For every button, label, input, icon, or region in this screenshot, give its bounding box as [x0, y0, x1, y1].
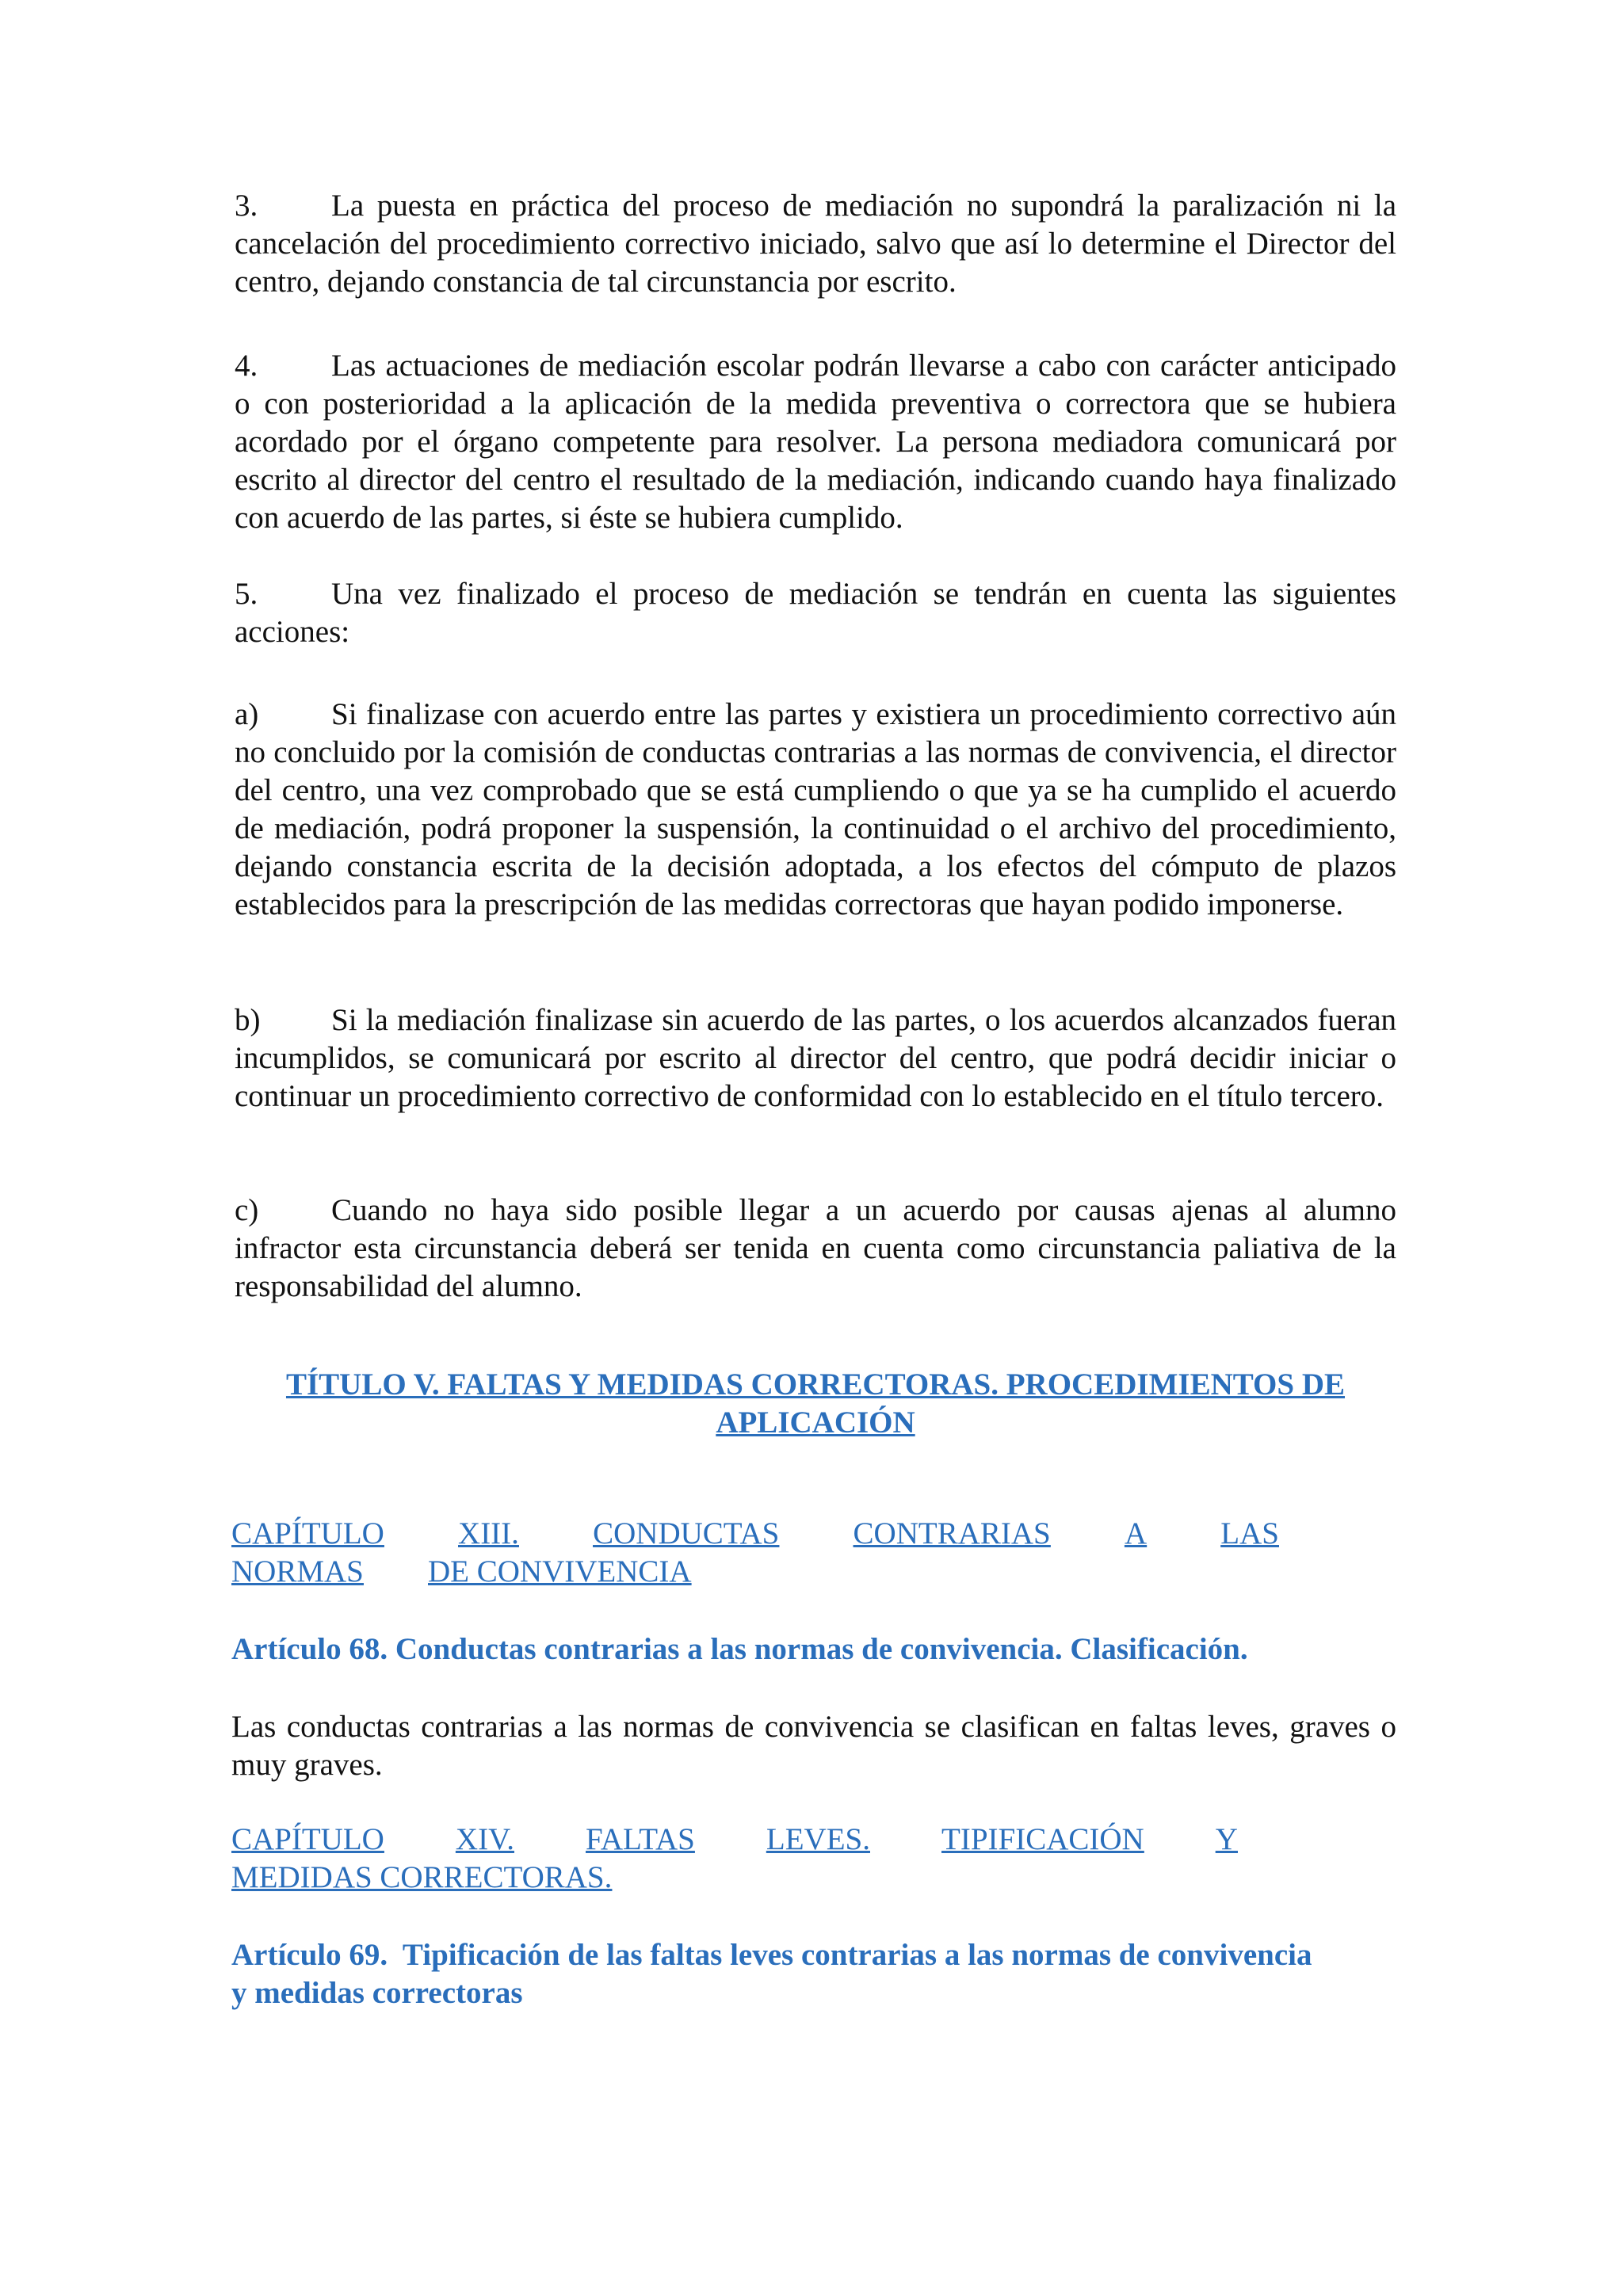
chapter-word: MEDIDAS CORRECTORAS.	[231, 1860, 613, 1894]
article-69-line-2: y medidas correctoras	[231, 1976, 523, 2010]
chapter-word: XIII.	[458, 1516, 519, 1550]
chapter-xiii-link[interactable]	[231, 1515, 1279, 1591]
chapter-word: Y	[1215, 1822, 1238, 1856]
paragraph-number: 3.	[235, 189, 258, 223]
paragraph-text: Si la mediación finalizase sin acuerdo de las partes, o los acuerdos alcanzados fueran incumplidos, se comunicará por escrito al director del centro, que podrá decidir iniciar o continuar un procedimiento correctivo de conformidad con lo establecido en el título tercero.	[235, 1003, 1396, 1113]
title-v-line-2: APLICACIÓN	[716, 1405, 915, 1440]
paragraph-a	[235, 696, 1396, 924]
paragraph-text: Una vez finalizado el proceso de mediación se tendrán en cuenta las siguientes acciones:	[235, 577, 1396, 649]
chapter-word: DE CONVIVENCIA	[428, 1554, 692, 1589]
chapter-word: CAPÍTULO	[231, 1516, 384, 1550]
chapter-xiv-line-1	[231, 1821, 1238, 1859]
paragraph-number: c)	[235, 1193, 259, 1227]
paragraph-4	[235, 347, 1396, 537]
article-69-heading	[231, 1936, 1396, 2012]
chapter-word: CAPÍTULO	[231, 1822, 384, 1856]
chapter-word: LEVES.	[766, 1822, 870, 1856]
paragraph-text: La puesta en práctica del proceso de mediación no supondrá la paralización ni la cancelación del procedimiento correctivo iniciado, salvo que así lo determine el Director del centro, dejando constancia de tal circunstancia por escrito.	[235, 189, 1396, 299]
chapter-word: FALTAS	[586, 1822, 695, 1856]
chapter-xiv-link[interactable]	[231, 1821, 1238, 1897]
paragraph-3	[235, 187, 1396, 301]
title-v-heading[interactable]	[235, 1366, 1396, 1442]
chapter-word: TIPIFICACIÓN	[941, 1822, 1144, 1856]
paragraph-text: Las actuaciones de mediación escolar podrán llevarse a cabo con carácter anticipado o con posterioridad a la aplicación de la medida preventiva o correctora que se hubiera acordado por el órgano competente para resolver. La persona mediadora comunicará por escrito al director del centro el resultado de la mediación, indicando cuando haya finalizado con acuerdo de las partes, si éste se hubiera cumplido.	[235, 349, 1396, 535]
paragraph-number: 5.	[235, 577, 258, 611]
chapter-xiii-line-1	[231, 1515, 1279, 1553]
chapter-xiii-line-2	[231, 1553, 1279, 1591]
paragraph-text: Si finalizase con acuerdo entre las partes y existiera un procedimiento correctivo aún no concluido por la comisión de conductas contrarias a las normas de convivencia, el director del centro, una vez comprobado que se está cumpliendo o que ya se ha cumplido el acuerdo de mediación, podrá proponer la suspensión, la continuidad o el archivo del procedimiento, dejando constancia escrita de la decisión adoptada, a los efectos del cómputo de plazos establecidos para la prescripción de las medidas correctoras que hayan podido imponerse.	[235, 697, 1396, 921]
paragraph-5	[235, 575, 1396, 651]
paragraph-c	[235, 1192, 1396, 1306]
paragraph-article-68	[231, 1708, 1396, 1784]
title-v-line-1: TÍTULO V. FALTAS Y MEDIDAS CORRECTORAS. PROCEDIMIENTOS DE	[285, 1367, 1346, 1402]
chapter-word: XIV.	[455, 1822, 514, 1856]
chapter-word: CONDUCTAS	[593, 1516, 780, 1550]
article-68-heading: Artículo 68. Conductas contrarias a las normas de convivencia. Clasificación.	[231, 1632, 1248, 1666]
chapter-word: NORMAS	[231, 1554, 364, 1589]
article-69-line-1: Artículo 69. Tipificación de las faltas leves contrarias a las normas de convivencia	[231, 1938, 1312, 1972]
paragraph-text: Las conductas contrarias a las normas de convivencia se clasifican en faltas leves, graves o muy graves.	[231, 1710, 1396, 1782]
paragraph-b	[235, 1001, 1396, 1116]
chapter-xiv-line-2	[231, 1859, 1238, 1897]
chapter-word: LAS	[1220, 1516, 1279, 1550]
chapter-word: CONTRARIAS	[853, 1516, 1051, 1550]
paragraph-number: b)	[235, 1003, 261, 1037]
paragraph-text: Cuando no haya sido posible llegar a un acuerdo por causas ajenas al alumno infractor esta circunstancia deberá ser tenida en cuenta como circunstancia paliativa de la responsabilidad del alumno.	[235, 1193, 1396, 1303]
paragraph-number: 4.	[235, 349, 258, 383]
chapter-word: A	[1124, 1516, 1148, 1550]
paragraph-number: a)	[235, 697, 259, 731]
